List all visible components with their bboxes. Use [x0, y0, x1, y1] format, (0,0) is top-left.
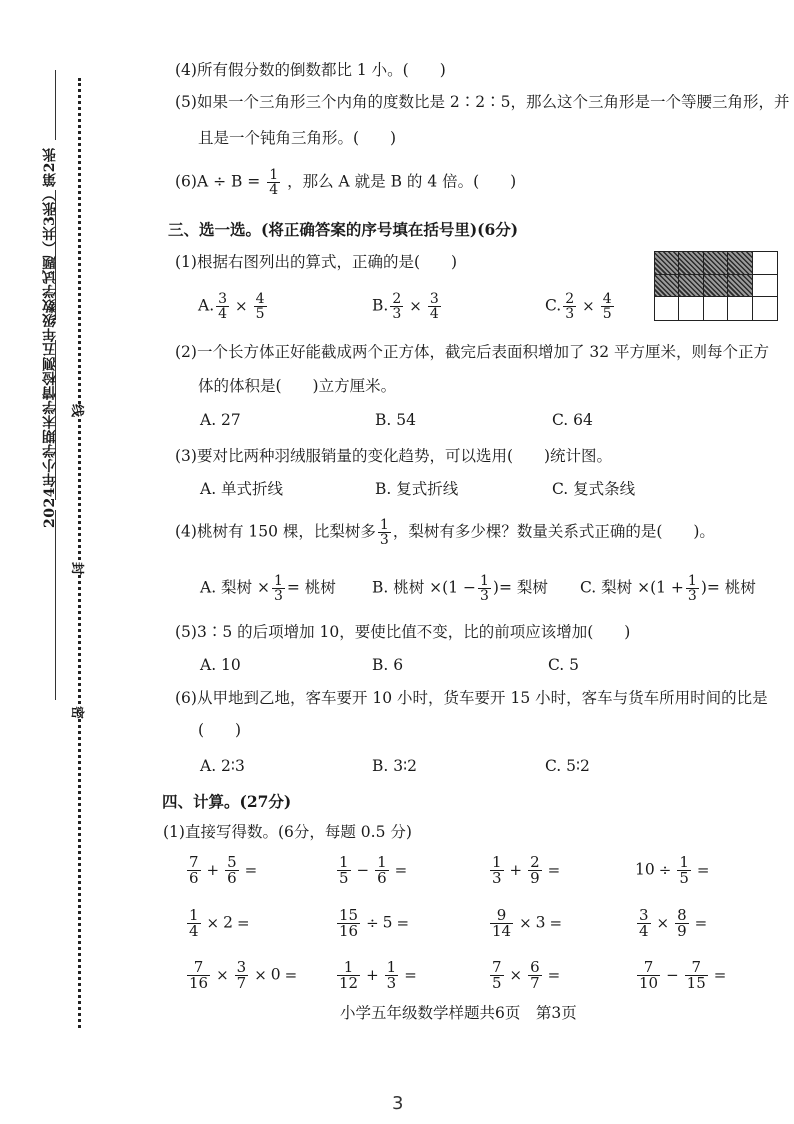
numerator: 2 [565, 291, 575, 307]
page-footer: 小学五年级数学样题共6页 第3页 [340, 1004, 577, 1022]
denominator: 5 [339, 869, 349, 887]
fraction [235, 960, 249, 991]
operator: = [244, 860, 258, 879]
denominator: 16 [189, 974, 209, 992]
fraction [216, 292, 229, 321]
numerator: 1 [343, 958, 354, 976]
numerator: 1 [479, 573, 489, 589]
operator: + [206, 860, 220, 879]
sec4-q1: (1)直接写得数。(6分，每题 0.5 分) [163, 823, 412, 841]
operator: = [404, 965, 417, 984]
denominator: 6 [377, 869, 387, 887]
sec3-q6-line2: ( ) [198, 721, 242, 739]
option-text: )= 梨树 [492, 578, 548, 597]
seal-dotted-line [78, 78, 81, 1028]
judge-q5-line2: 且是一个钝角三角形。( ) [198, 129, 397, 147]
sec3-q2-option-a: A. 27 [200, 411, 241, 429]
calc-item [185, 908, 254, 939]
operator: × [409, 296, 422, 315]
margin-line [55, 510, 56, 700]
fraction [637, 960, 660, 991]
section-4-title: 四、计算。(27分) [162, 792, 292, 811]
denominator: 4 [269, 182, 279, 198]
operator: ÷ [366, 913, 379, 932]
denominator: 6 [227, 869, 237, 887]
fraction [390, 292, 403, 321]
denominator: 15 [686, 974, 706, 992]
fraction [490, 960, 504, 991]
option-text: B. 桃树 ×(1 − [372, 578, 476, 597]
denominator: 6 [189, 869, 199, 887]
numerator: 4 [602, 291, 612, 307]
fraction [375, 855, 389, 886]
fraction [528, 855, 542, 886]
sec3-q2-line1: (2)一个长方体正好能截成两个正方体，截完后表面积增加了 32 平方厘米，则每个正方 [175, 343, 770, 361]
operator: = [394, 860, 408, 879]
number: 5 [382, 913, 393, 932]
denominator: 14 [492, 922, 512, 940]
sec3-q6-option-a: A. 2∶3 [200, 757, 245, 775]
denominator: 3 [565, 306, 575, 322]
numerator: 7 [193, 958, 204, 976]
sec3-q1: (1)根据右图列出的算式，正确的是( ) [175, 253, 458, 271]
numerator: 3 [236, 958, 247, 976]
sec3-q3-option-b: B. 复式折线 [375, 480, 459, 498]
judge-q6-prefix: (6)A ÷ B = [175, 172, 261, 191]
calc-item [488, 908, 566, 939]
fraction [378, 518, 391, 547]
fraction [254, 292, 267, 321]
option-label: C. [545, 296, 562, 315]
numerator: 6 [530, 958, 540, 976]
calc-item [635, 855, 713, 886]
fraction [677, 855, 691, 886]
option-text: = 桃树 [286, 578, 336, 597]
numerator: 1 [386, 958, 397, 976]
operator: = [237, 913, 250, 932]
number: 3 [535, 913, 546, 932]
fraction [337, 855, 351, 886]
fraction [428, 292, 441, 321]
operator: − [356, 860, 370, 879]
numerator: 1 [679, 853, 689, 871]
sec3-q5-option-b: B. 6 [372, 656, 404, 674]
denominator: 3 [273, 588, 283, 604]
sec3-q1-option-a [198, 292, 269, 321]
numerator: 1 [189, 906, 199, 924]
numerator: 1 [377, 853, 387, 871]
operator: × [216, 965, 229, 984]
sec3-q3: (3)要对比两种羽绒服销量的变化趋势，可以选用( )统计图。 [175, 447, 613, 465]
operator: × [656, 913, 670, 932]
sec3-q2-line2: 体的体积是( )立方厘米。 [198, 377, 397, 395]
operator: × [519, 913, 532, 932]
fraction [563, 292, 576, 321]
operator: + [366, 965, 379, 984]
sec3-q5-option-c: C. 5 [548, 656, 580, 674]
sec3-q5-option-a: A. 10 [200, 656, 241, 674]
page-number: 3 [392, 1093, 404, 1114]
judge-q4: (4)所有假分数的倒数都比 1 小。( ) [175, 61, 446, 79]
fraction [478, 574, 491, 603]
numerator: 1 [492, 853, 502, 871]
option-label: A. [198, 296, 215, 315]
numerator: 7 [643, 958, 654, 976]
denominator: 4 [639, 922, 649, 940]
denominator: 3 [379, 532, 389, 548]
numerator: 2 [530, 853, 540, 871]
denominator: 3 [479, 588, 489, 604]
denominator: 4 [429, 306, 439, 322]
numerator: 8 [677, 906, 687, 924]
judge-q5-line1: (5)如果一个三角形三个内角的度数比是 2∶2∶5，那么这个三角形是一个等腰三角形，并 [175, 93, 790, 111]
sec3-q4-option-a [200, 574, 336, 603]
denominator: 5 [679, 869, 689, 887]
numerator: 15 [339, 906, 359, 924]
seal-label-feng: 封 [66, 562, 91, 575]
calc-item [335, 908, 413, 939]
section-3-title: 三、选一选。(将正确答案的序号填在括号里)(6分) [168, 220, 519, 239]
fraction [528, 960, 542, 991]
denominator: 3 [392, 306, 402, 322]
option-text: A. 梨树 × [200, 578, 270, 597]
denominator: 7 [530, 974, 540, 992]
numerator: 7 [492, 958, 502, 976]
operator: × [509, 965, 523, 984]
fraction [187, 908, 201, 939]
operator: × [206, 913, 220, 932]
fraction [601, 292, 614, 321]
operator: = [547, 860, 561, 879]
fraction [637, 908, 651, 939]
number: 2 [223, 913, 233, 932]
sec3-q2-option-c: C. 64 [552, 411, 593, 429]
denominator: 5 [255, 306, 265, 322]
fraction [685, 960, 708, 991]
numerator: 3 [218, 291, 228, 307]
denominator: 3 [492, 869, 502, 887]
fraction [385, 960, 399, 991]
calc-item [635, 908, 711, 939]
numerator: 7 [691, 958, 701, 976]
numerator: 1 [273, 573, 283, 589]
fraction [187, 960, 210, 991]
fraction [686, 574, 699, 603]
sec3-q3-option-c: C. 复式条线 [552, 480, 636, 498]
operator: = [284, 965, 298, 984]
numerator: 7 [189, 853, 199, 871]
numerator: 2 [392, 291, 402, 307]
operator: ÷ [658, 860, 672, 879]
sec3-q3-option-a: A. 单式折线 [200, 480, 284, 498]
q4-suffix: ，梨树有多少棵？数量关系式正确的是( )。 [392, 522, 715, 541]
denominator: 3 [386, 974, 397, 992]
operator: = [547, 965, 561, 984]
calc-item [185, 960, 301, 991]
numerator: 9 [496, 906, 507, 924]
sec3-q1-option-b [372, 292, 443, 321]
denominator: 10 [639, 974, 659, 992]
fraction-grid-figure [654, 251, 778, 321]
operator: × [235, 296, 248, 315]
denominator: 4 [218, 306, 228, 322]
operator: × [254, 965, 267, 984]
numerator: 1 [379, 517, 389, 533]
operator: = [549, 913, 563, 932]
judge-q6-suffix: ，那么 A 就是 B 的 4 倍。( ) [287, 172, 517, 191]
fraction [187, 855, 201, 886]
fraction [675, 908, 689, 939]
operator: + [509, 860, 523, 879]
numerator: 3 [429, 291, 439, 307]
numerator: 1 [339, 853, 349, 871]
sec3-q6-option-b: B. 3∶2 [372, 757, 418, 775]
sec3-q4 [175, 518, 715, 547]
seal-label-xian: 线 [66, 404, 91, 417]
fraction [337, 960, 360, 991]
denominator: 16 [339, 922, 359, 940]
fraction [267, 168, 280, 197]
calc-item [335, 855, 411, 886]
denominator: 5 [492, 974, 502, 992]
fraction [225, 855, 239, 886]
number: 10 [635, 860, 655, 879]
numerator: 1 [269, 167, 279, 183]
numerator: 4 [255, 291, 265, 307]
sec3-q2-option-b: B. 54 [375, 411, 416, 429]
denominator: 12 [339, 974, 359, 992]
numerator: 1 [687, 573, 697, 589]
calc-item [488, 960, 564, 991]
denominator: 3 [687, 588, 697, 604]
operator: = [696, 860, 710, 879]
sec3-q1-option-c [545, 292, 616, 321]
sec3-q6-option-c: C. 5∶2 [545, 757, 590, 775]
sec3-q4-option-c [580, 574, 756, 603]
option-text: )= 桃树 [700, 578, 756, 597]
numerator: 5 [227, 853, 237, 871]
operator: = [694, 913, 708, 932]
sec3-q6-line1: (6)从甲地到乙地，客车要开 10 小时，货车要开 15 小时，客车与货车所用时间的比是 [175, 689, 768, 707]
numerator: 3 [639, 906, 649, 924]
operator: − [666, 965, 679, 984]
option-label: B. [372, 296, 389, 315]
denominator: 5 [602, 306, 612, 322]
operator: = [396, 913, 410, 932]
judge-q6 [175, 168, 516, 197]
operator: × [582, 296, 595, 315]
fraction [272, 574, 285, 603]
operator: = [713, 965, 727, 984]
number: 0 [270, 965, 281, 984]
fraction [490, 908, 513, 939]
q4-prefix: (4)桃树有 150 棵，比梨树多 [175, 522, 376, 541]
denominator: 4 [189, 922, 199, 940]
calc-item [635, 960, 730, 991]
option-text: C. 梨树 ×(1 + [580, 578, 684, 597]
sec3-q4-option-b [372, 574, 548, 603]
denominator: 9 [530, 869, 540, 887]
fraction [337, 908, 360, 939]
denominator: 7 [236, 974, 247, 992]
calc-item [335, 960, 421, 991]
calc-item [488, 855, 564, 886]
side-exam-title: 2024年小学期末学情检测五年级数学试题（共3张）第2张 [42, 147, 58, 528]
seal-label-mi: 密 [66, 706, 91, 719]
denominator: 9 [677, 922, 687, 940]
sec3-q5: (5)3∶5 的后项增加 10，要使比值不变，比的前项应该增加( ) [175, 623, 631, 641]
fraction [490, 855, 504, 886]
calc-item [185, 855, 261, 886]
